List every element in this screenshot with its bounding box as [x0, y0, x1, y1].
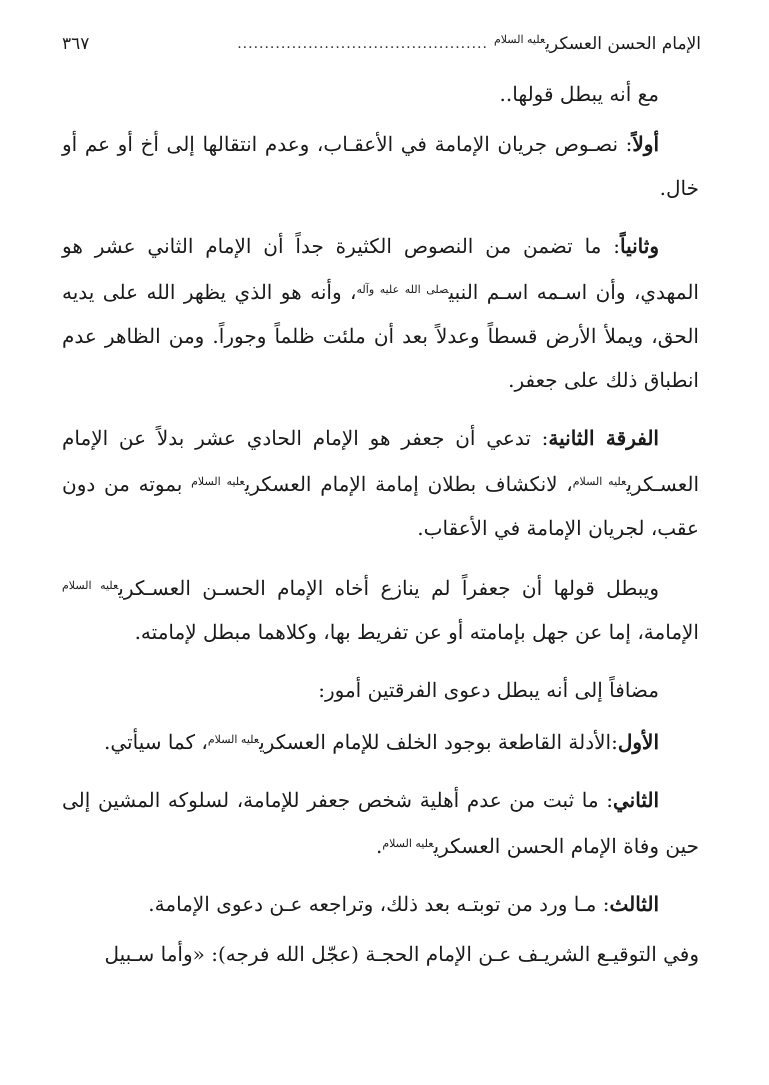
header-honorific: عليه السلام: [493, 33, 546, 46]
header-leader-dots: ..............................................: [237, 36, 488, 52]
paragraph-additionally: [62, 668, 699, 712]
honorific: عليه السلام: [382, 837, 434, 850]
paragraph-intro: [62, 72, 699, 116]
paragraph-text: الإمامة، إما عن جهل بإمامته أو عن تفريط بها، وكلاهما مبطل لإمامته.: [134, 620, 699, 644]
paragraph-second-sect: [62, 416, 699, 550]
paragraph-text: ، كما سيأتي.: [104, 730, 208, 754]
paragraph-text: مضافاً إلى أنه يبطل دعوى الفرقتين أمور:: [318, 678, 659, 702]
running-header: [62, 30, 701, 58]
header-title-text: الإمام الحسن العسكري: [545, 34, 701, 54]
paragraph-refutation: [62, 564, 699, 654]
paragraph-point-two: [62, 778, 699, 868]
paragraph-lead: الثالث: [609, 892, 659, 916]
honorific: عليه السلام: [62, 579, 119, 592]
paragraph-tawqi: [62, 932, 699, 976]
paragraph-point-three: [62, 882, 699, 926]
paragraph-text: ويبطل قولها أن جعفراً لم ينازع أخاه الإمام الحسـن العسـكري: [118, 576, 659, 600]
paragraph-text: : نصـوص جريان الإمامة في الأعقـاب، وعدم انتقالها إلى أخ أو عم أو خال.: [62, 132, 699, 200]
paragraph-text: ، وأنه هو الذي يظهر الله على يديه الحق، ويملأ الأرض قسطاً وعدلاً بعد أن ملئت ظلماً وجوراً. ومن الظاهر عدم انطباق ذلك على جعفر.: [62, 280, 699, 392]
paragraph-text: : تدعي أن جعفر هو الإمام الحادي عشر بدلاً عن الإمام العسـكري: [62, 426, 700, 496]
paragraph-text: مع أنه يبطل قولها..: [499, 82, 659, 106]
paragraph-text: ، لانكشاف بطلان إمامة الإمام العسكري: [244, 472, 573, 496]
paragraph-lead: الأول: [617, 730, 659, 754]
paragraph-text: بموته من دون عقب، لجريان الإمامة في الأعقاب.: [62, 472, 699, 540]
honorific: عليه السلام: [191, 475, 245, 488]
paragraph-lead: أولاً: [632, 132, 659, 156]
paragraph-text: : مـا ورد من توبتـه بعد ذلك، وتراجعه عـن دعوى الإمامة.: [148, 892, 610, 916]
honorific: عليه السلام: [207, 733, 260, 746]
paragraph-first: [62, 122, 699, 210]
honorific: عليه السلام: [572, 475, 627, 488]
honorific: صلى الله عليه وآله: [356, 283, 449, 296]
paragraph-text: : ما تضمن من النصوص الكثيرة جداً أن الإمام الثاني عشر هو المهدي، وأن اسـمه اسـم النبي: [62, 234, 699, 304]
paragraph-text: :الأدلة القاطعة بوجود الخلف للإمام العسكري: [259, 730, 618, 754]
paragraph-second: [62, 224, 699, 402]
paragraph-lead: وثانياً: [619, 234, 659, 258]
paragraph-lead: الثاني: [612, 788, 659, 812]
header-title: [494, 26, 701, 58]
paragraph-text: وفي التوقيـع الشريـف عـن الإمام الحجـة (عجّل الله فرجه): «وأما سـبيل: [104, 942, 699, 966]
paragraph-lead: الفرقة الثانية: [548, 426, 659, 450]
body-text: [62, 72, 699, 990]
page-number: ٣٦٧: [62, 34, 90, 54]
paragraph-point-one: [62, 718, 699, 764]
paragraph-text: : ما ثبت من عدم أهلية شخص جعفر للإمامة، لسلوكه المشين إلى حين وفاة الإمام الحسن العسكري: [62, 788, 699, 858]
paragraph-text: .: [375, 834, 383, 858]
